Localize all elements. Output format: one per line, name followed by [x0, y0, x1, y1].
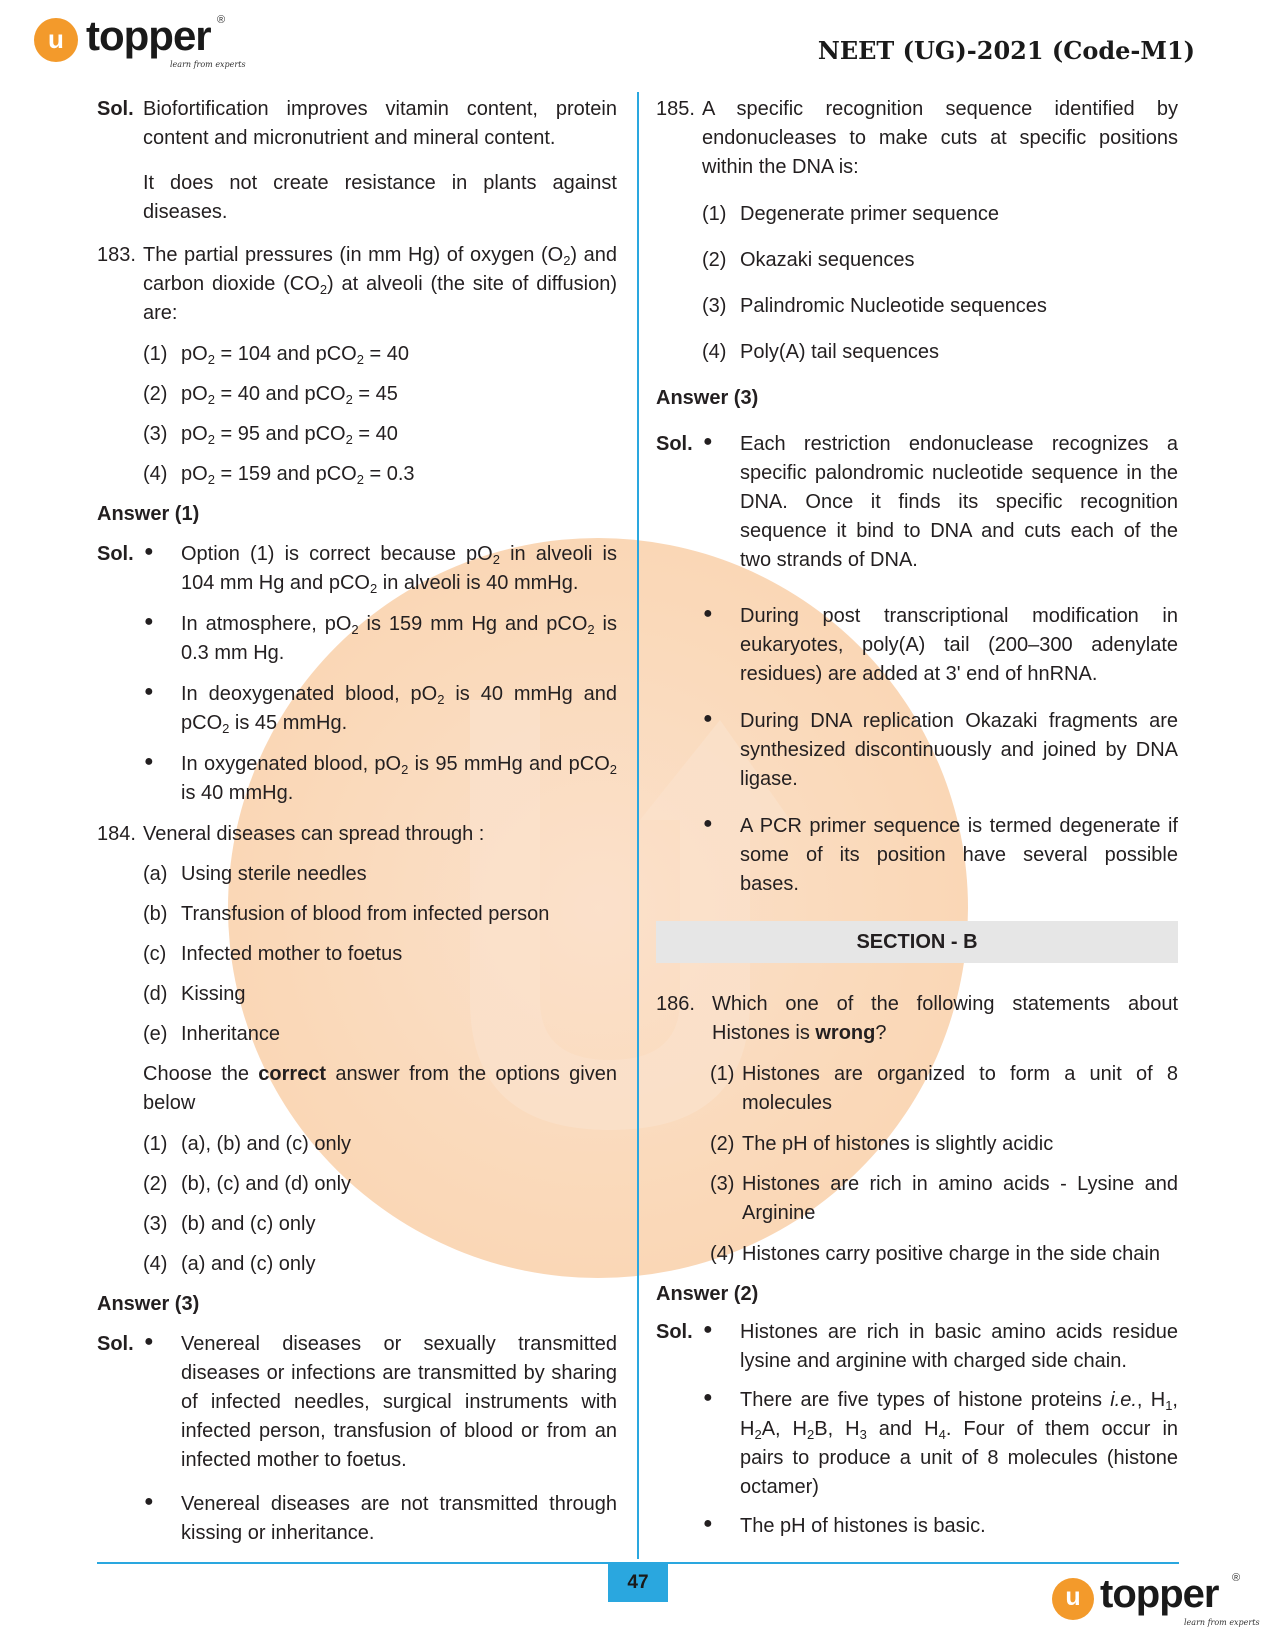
sol-label: Sol. [656, 433, 693, 455]
option-number: (4) [702, 341, 727, 363]
option-number: (3) [143, 1213, 168, 1235]
sol-bullet-text: The pH of histones is basic. [740, 1515, 986, 1537]
bullet-icon: ● [703, 1515, 713, 1532]
answer-label: Answer (1) [97, 503, 200, 525]
question-stem: A specific recognition sequence identified by endonucleases to make cuts at specific positions within the DNA is: [702, 98, 1178, 178]
option-text: Histones are rich in amino acids - Lysine and Arginine [742, 1173, 1178, 1224]
bullet-icon: ● [144, 1493, 154, 1510]
option-number: (3) [143, 423, 168, 445]
bullet-icon: ● [144, 683, 154, 700]
sol-bullet-text: Option (1) is correct because $pO_2$ in alveoli is 104 mm Hg and pCO$_2$ in alveoli is 40 mmHg. [181, 543, 617, 596]
sol-bullet-text: During DNA replication Okazaki fragments are synthesized discontinuously and joined by DNA ligase. [740, 710, 1178, 790]
item-letter: (c) [143, 943, 167, 965]
logo-u-icon: u [1052, 1578, 1094, 1620]
option-text: Palindromic Nucleotide sequences [740, 295, 1047, 317]
question-stem: Veneral diseases can spread through : [143, 823, 485, 845]
question-number: 186. [656, 993, 695, 1015]
instruction-text: Choose the correct answer from the options given below [143, 1063, 617, 1114]
bullet-icon: ● [144, 753, 154, 770]
bullet-icon: ● [703, 1321, 713, 1338]
registered-mark: ® [1232, 1572, 1241, 1584]
item-text: Using sterile needles [181, 863, 367, 885]
option-text: (a) and (c) only [181, 1253, 316, 1275]
sol-label: Sol. [656, 1321, 693, 1343]
column-divider [637, 92, 639, 1559]
option-text: (a), (b) and (c) only [181, 1133, 352, 1155]
sol-bullet-text: Venereal diseases or sexually transmitted diseases or infections are transmitted by sharing of infected needles, surgical instruments with infected person, transfusion of blood or from an infected mother to foetus. [181, 1333, 617, 1471]
item-text: Kissing [181, 983, 246, 1005]
sol-label: Sol. [97, 1333, 134, 1355]
option-text: (b) and (c) only [181, 1213, 316, 1235]
registered-mark: ® [217, 14, 226, 26]
option-number: (4) [710, 1243, 735, 1265]
sol-bullet-text: In deoxygenated blood, $pO_2$ is 40 mmHg and pCO$_2$ is 45 mmHg. [181, 683, 617, 736]
section-heading: SECTION - B [656, 921, 1178, 963]
option-number: (4) [143, 463, 168, 485]
option-number: (4) [143, 1253, 168, 1275]
option-number: (3) [702, 295, 727, 317]
bullet-icon: ● [703, 433, 713, 450]
option-text: $pO_2 = 95$ and pCO$_2$ = 40 [181, 423, 398, 447]
sol-bullet-text: In atmosphere, $pO_2$ is 159 mm Hg and pCO$_2$ is 0.3 mm Hg. [181, 613, 617, 664]
sol-bullet-text: There are five types of histone proteins i.e., $H_1$, $H_2A$, $H_2B$, $H_3$ and $H_4$. Four of them occur in pairs to produce a unit of 8 molecules (histone octamer) [740, 1389, 1179, 1498]
answer-label: Answer (2) [656, 1283, 759, 1305]
question-number: 184. [97, 823, 136, 845]
item-text: Inheritance [181, 1023, 280, 1045]
sol-bullet-text: Each restriction endonuclease recognizes a specific palondromic nucleotide sequence in the DNA. Once it finds its specific recognition sequence it bind to DNA and cuts each of the two strands of DNA. [740, 433, 1178, 571]
answer-label: Answer (3) [97, 1293, 200, 1315]
sol-bullet-text: During post transcriptional modification in eukaryotes, poly(A) tail (200–300 adenylate residues) are added at 3' end of hnRNA. [740, 605, 1178, 685]
logo-u-icon: u [34, 18, 78, 62]
logo-tagline: learn from experts [1184, 1618, 1260, 1627]
logo-tagline: learn from experts [170, 60, 246, 69]
question-number: 183. [97, 244, 136, 266]
sol-text: Biofortification improves vitamin content, protein content and micronutrient and mineral content. [143, 98, 617, 149]
option-text: Histones carry positive charge in the side chain [742, 1243, 1160, 1265]
option-text: Poly(A) tail sequences [740, 341, 939, 363]
bullet-icon: ● [703, 815, 713, 832]
sol-bullet-text: In oxygenated blood, $pO_2$ is 95 mmHg and pCO$_2$ is 40 mmHg. [181, 753, 617, 804]
option-text: $pO_2 = 104$ and pCO$_2$ = 40 [181, 343, 409, 367]
question-stem: The partial pressures (in mm Hg) of oxygen $(O_2)$ and carbon dioxide $(CO_2)$ at alveoli (the site of diffusion) are: [143, 244, 617, 324]
option-number: (2) [710, 1133, 735, 1155]
item-letter: (d) [143, 983, 168, 1005]
question-number: 185. [656, 98, 695, 120]
option-text: The pH of histones is slightly acidic [742, 1133, 1054, 1155]
option-number: (1) [710, 1063, 735, 1085]
option-number: (2) [702, 249, 727, 271]
bullet-icon: ● [144, 1333, 154, 1350]
option-number: (1) [143, 343, 168, 365]
option-text: Degenerate primer sequence [740, 203, 1000, 225]
sol-bullet-text: Histones are rich in basic amino acids residue lysine and arginine with charged side chain. [740, 1321, 1178, 1372]
logo-text: topper [1100, 1572, 1219, 1616]
option-number: (2) [143, 1173, 168, 1195]
option-text: (b), (c) and (d) only [181, 1173, 352, 1195]
page-number: 47 [608, 1564, 668, 1602]
option-text: Histones are organized to form a unit of 8 molecules [742, 1063, 1178, 1114]
bullet-icon: ● [703, 710, 713, 727]
bullet-icon: ● [144, 543, 154, 560]
option-number: (1) [702, 203, 727, 225]
question-stem: Which one of the following statements about Histones is wrong? [712, 993, 1178, 1044]
exam-title: NEET (UG)-2021 (Code-M1) [817, 36, 1195, 65]
option-number: (3) [710, 1173, 735, 1195]
option-text: $pO_2 = 159$ and pCO$_2$ = 0.3 [181, 463, 415, 487]
sol-text: It does not create resistance in plants against diseases. [143, 172, 617, 223]
option-number: (1) [143, 1133, 168, 1155]
option-text: Okazaki sequences [740, 249, 915, 271]
logo-text: topper [86, 12, 211, 59]
item-text: Transfusion of blood from infected person [181, 903, 550, 925]
sol-bullet-text: Venereal diseases are not transmitted through kissing or inheritance. [181, 1493, 617, 1544]
option-number: (2) [143, 383, 168, 405]
sol-bullet-text: A PCR primer sequence is termed degenerate if some of its position have several possible bases. [740, 815, 1178, 895]
sol-label: Sol. [97, 543, 134, 565]
item-text: Infected mother to foetus [181, 943, 403, 965]
item-letter: (e) [143, 1023, 168, 1045]
item-letter: (a) [143, 863, 168, 885]
bullet-icon: ● [144, 613, 154, 630]
bullet-icon: ● [703, 605, 713, 622]
item-letter: (b) [143, 903, 168, 925]
answer-label: Answer (3) [656, 387, 759, 409]
sol-label: Sol. [97, 98, 134, 120]
option-text: $pO_2 = 40$ and pCO$_2$ = 45 [181, 383, 398, 407]
bullet-icon: ● [703, 1389, 713, 1406]
